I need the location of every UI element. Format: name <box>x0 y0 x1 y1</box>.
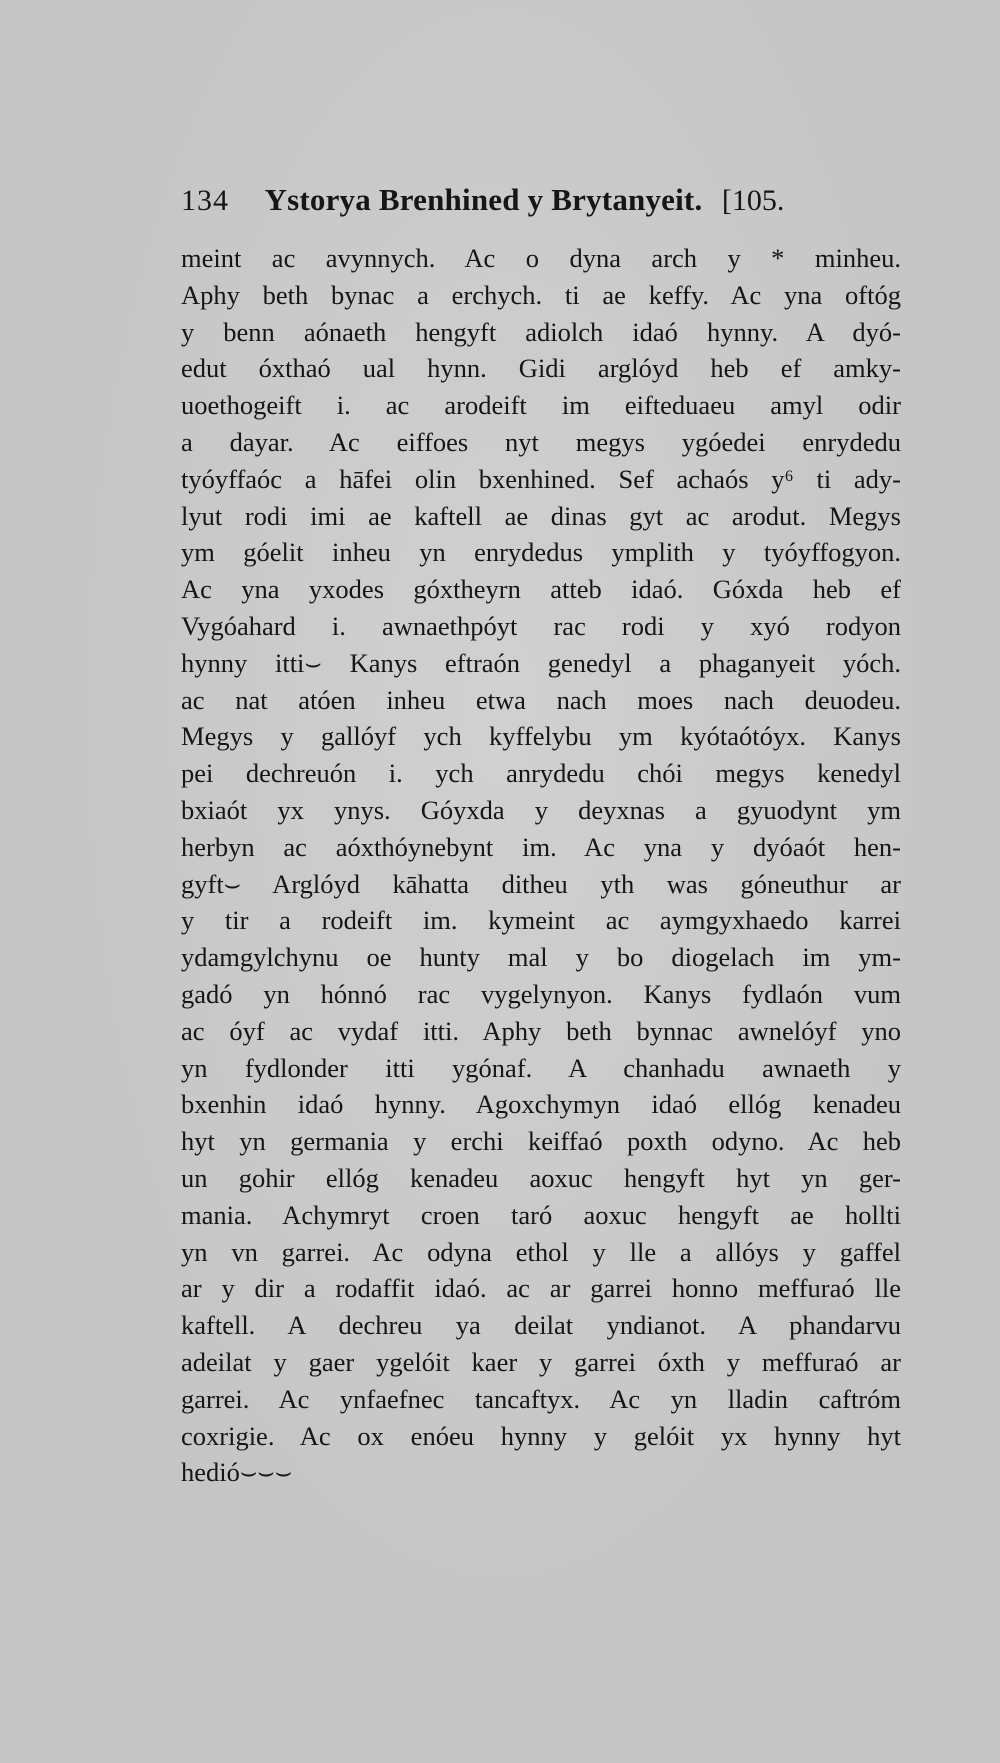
text-line: hynny itti⌣ Kanys eftraón genedyl a phaganyeit yóch. <box>181 647 901 678</box>
text-line: un gohir ellóg kenadeu aoxuc hengyft hyt yn ger- <box>181 1162 901 1193</box>
text-line: yn fydlonder itti ygónaf. A chanhadu awnaeth y <box>181 1052 901 1083</box>
text-line: edut óxthaó ual hynn. Gidi arglóyd heb ef amky- <box>181 353 901 384</box>
section-number: [105. <box>721 184 785 217</box>
text-line: ym góelit inheu yn enrydedus ymplith y tyóyffogyon. <box>181 537 901 568</box>
text-line: herbyn ac aóxthóynebynt im. Ac yna y dyóaót hen- <box>181 831 901 862</box>
text-line: adeilat y gaer ygelóit kaer y garrei óxth y meffuraó ar <box>181 1346 901 1377</box>
text-line: bxiaót yx ynys. Góyxda y deyxnas a gyuodynt ym <box>181 794 901 825</box>
text-line: meint ac avynnych. Ac o dyna arch y * minheu. <box>181 243 901 273</box>
text-line: pei dechreuón i. ych anrydedu chói megys kenedyl <box>181 758 901 789</box>
text-line: tyóyffaóc a hāfei olin bxenhined. Sef achaós y⁶ ti ady- <box>181 463 901 494</box>
text-line: gadó yn hónnó rac vygelynyon. Kanys fydlaón vum <box>181 978 901 1009</box>
text-line: uoethogeift i. ac arodeift im eifteduaeu amyl odir <box>181 390 901 421</box>
text-line: Aphy beth bynac a erchych. ti ae keffy. Ac yna oftóg <box>181 279 901 310</box>
text-line: Megys y gallóyf ych kyffelybu ym kyótaótóyx. Kanys <box>181 721 901 752</box>
text-line: hedió⌣⌣⌣ <box>181 1457 293 1488</box>
text-line: hyt yn germania y erchi keiffaó poxth odyno. Ac heb <box>181 1126 901 1157</box>
text-line: a dayar. Ac eiffoes nyt megys ygóedei enrydedu <box>181 426 901 457</box>
text-line: ar y dir a rodaffit idaó. ac ar garrei honno meffuraó lle <box>181 1273 901 1304</box>
text-line: lyut rodi imi ae kaftell ae dinas gyt ac arodut. Megys <box>181 500 901 531</box>
text-line: bxenhin idaó hynny. Agoxchymyn idaó ellóg kenadeu <box>181 1089 901 1120</box>
text-line: gyft⌣ Arglóyd kāhatta ditheu yth was góneuthur ar <box>181 868 901 899</box>
text-line: Vygóahard i. awnaethpóyt rac rodi y xyó rodyon <box>181 610 901 641</box>
text-line: garrei. Ac ynfaefnec tancaftyx. Ac yn lladin caftróm <box>181 1383 901 1414</box>
text-line: Ac yna yxodes góxtheyrn atteb idaó. Góxda heb ef <box>181 574 901 605</box>
page-header <box>181 176 901 224</box>
text-line: ydamgylchynu oe hunty mal y bo diogelach im ym- <box>181 942 901 973</box>
text-line: ac óyf ac vydaf itti. Aphy beth bynnac awnelóyf yno <box>181 1015 901 1046</box>
text-line: mania. Achymryt croen taró aoxuc hengyft ae hollti <box>181 1199 901 1230</box>
text-line: y tir a rodeift im. kymeint ac aymgyxhaedo karrei <box>181 905 901 936</box>
text-line: coxrigie. Ac ox enóeu hynny y gelóit yx hynny hyt <box>181 1420 901 1451</box>
text-line: ac nat atóen inheu etwa nach moes nach deuodeu. <box>181 684 901 715</box>
text-line: y benn aónaeth hengyft adiolch idaó hynny. A dyó- <box>181 316 901 347</box>
body-text <box>181 240 901 1491</box>
page-number: 134 <box>181 184 229 217</box>
text-line: kaftell. A dechreu ya deilat yndianot. A phandarvu <box>181 1310 901 1341</box>
running-title: Ystorya Brenhined y Brytanyeit. <box>264 182 703 217</box>
text-line: yn vn garrei. Ac odyna ethol y lle a allóys y gaffel <box>181 1236 901 1267</box>
